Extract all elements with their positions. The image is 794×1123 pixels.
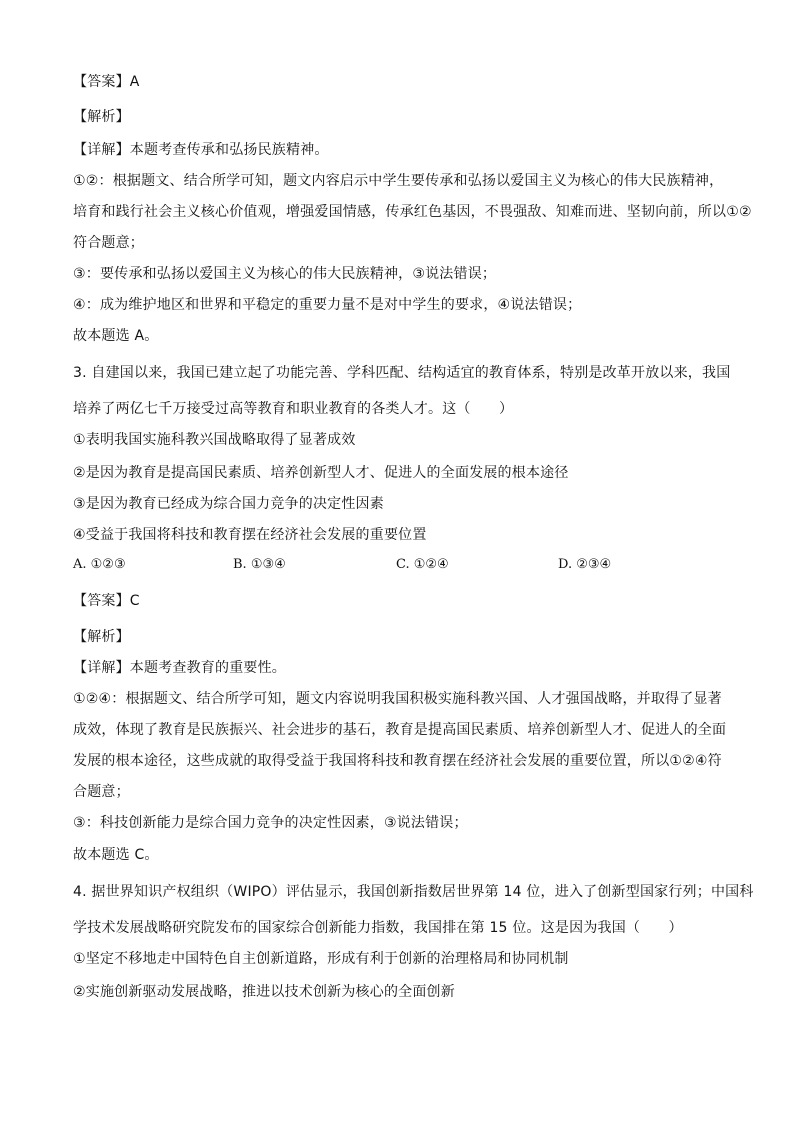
- q3-detail: 【详解】本题考查教育的重要性。: [73, 660, 286, 676]
- q3-option-d: D. ②③④: [558, 557, 612, 572]
- q3-analysis-heading: 【解析】: [73, 629, 130, 645]
- q4-statement-1: ①坚定不移地走中国特色自主创新道路，形成有利于创新的治理格局和协同机制: [73, 951, 569, 967]
- q3-stem-line-2: 培养了两亿七千万接受过高等教育和职业教育的各类人才。这（ ）: [73, 401, 514, 417]
- q4-stem-line-1: 4. 据世界知识产权组织（WIPO）评估显示，我国创新指数居世界第 14 位，进入了创新型国家行列；中国科: [73, 884, 754, 900]
- q4-statement-2: ②实施创新驱动发展战略，推进以技术创新为核心的全面创新: [73, 984, 455, 1000]
- q3-statement-2: ②是因为教育是提高国民素质、培养创新型人才、促进人的全面发展的根本途径: [73, 465, 569, 481]
- q3-explanation-point-3: ③：科技创新能力是综合国力竞争的决定性因素，③说法错误；: [73, 815, 468, 831]
- q2-analysis-heading: 【解析】: [73, 109, 130, 125]
- q3-answer: 【答案】C: [73, 593, 140, 609]
- q3-statement-4: ④受益于我国将科技和教育摆在经济社会发展的重要位置: [73, 527, 427, 543]
- q2-explanation-line-1: ①②：根据题文、结合所学可知，题文内容启示中学生要传承和弘扬以爱国主义为核心的伟大民族精神，: [73, 173, 724, 189]
- q2-explanation-point-3: ③：要传承和弘扬以爱国主义为核心的伟大民族精神，③说法错误；: [73, 266, 497, 282]
- q2-explanation-point-4: ④：成为维护地区和世界和平稳定的重要力量不是对中学生的要求，④说法错误；: [73, 297, 582, 313]
- q4-stem-line-2: 学技术发展战略研究院发布的国家综合创新能力指数，我国排在第 15 位。这是因为我国（ ）: [73, 920, 683, 936]
- q3-option-c: C. ①②④: [396, 557, 449, 572]
- q3-explanation-line-2: 成效，体现了教育是民族振兴、社会进步的基石，教育是提高国民素质、培养创新型人才、促进人的全面: [73, 722, 727, 738]
- q2-detail: 【详解】本题考查传承和弘扬民族精神。: [73, 142, 329, 158]
- q2-answer: 【答案】A: [73, 74, 140, 90]
- q3-statement-3: ③是因为教育已经成为综合国力竞争的决定性因素: [73, 496, 384, 512]
- q3-options: [73, 556, 733, 574]
- q3-explanation-line-3: 发展的根本途径，这些成就的取得受益于我国将科技和教育摆在经济社会发展的重要位置，所以①②④符: [73, 753, 722, 769]
- q3-option-b: B. ①③④: [233, 557, 286, 572]
- q3-statement-1: ①表明我国实施科教兴国战略取得了显著成效: [73, 432, 356, 448]
- q3-explanation-line-1: ①②④：根据题文、结合所学可知，题文内容说明我国积极实施科教兴国、人才强国战略，并取得了显著: [73, 691, 722, 707]
- q3-stem-line-1: 3. 自建国以来，我国已建立起了功能完善、学科匹配、结构适宜的教育体系，特别是改革开放以来，我国: [73, 365, 731, 381]
- q3-option-a: A. ①②③: [73, 557, 126, 572]
- q2-conclusion: 故本题选 A。: [73, 328, 159, 344]
- q2-explanation-line-2: 培育和践行社会主义核心价值观，增强爱国情感，传承红色基因，不畏强敌、知难而进、坚韧向前，所以①②: [73, 204, 752, 220]
- q2-explanation-line-3: 符合题意；: [73, 235, 144, 251]
- q3-explanation-line-4: 合题意；: [73, 784, 130, 800]
- q3-conclusion: 故本题选 C。: [73, 847, 159, 863]
